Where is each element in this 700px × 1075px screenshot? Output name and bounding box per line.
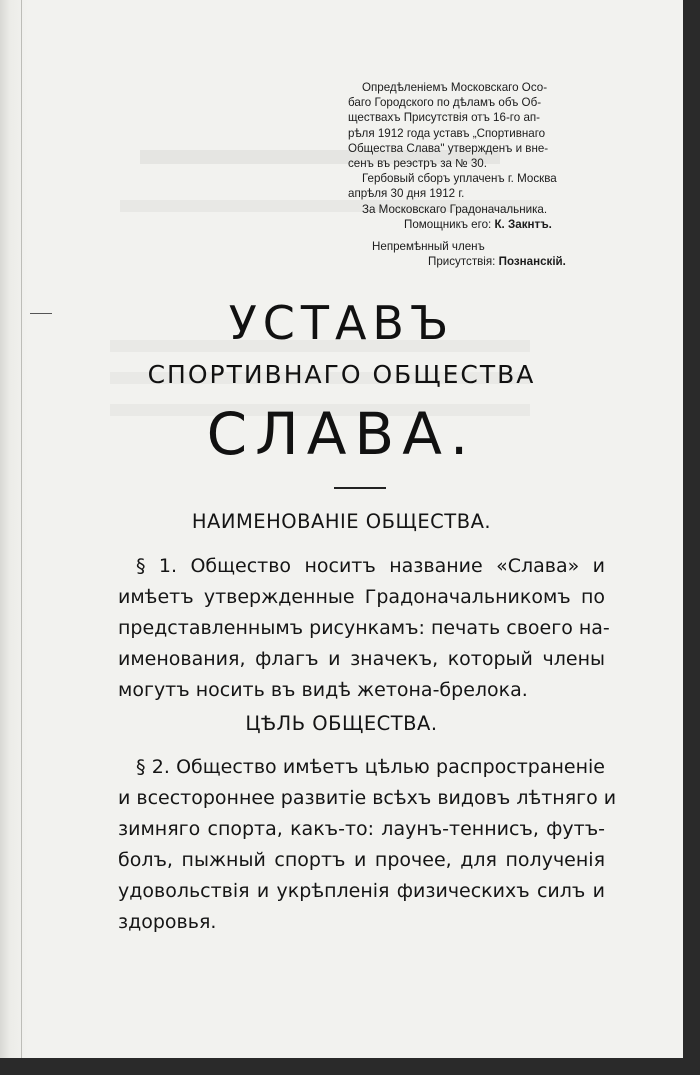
section-heading-purpose: ЦѢЛЬ ОБЩЕСТВА. bbox=[245, 712, 438, 735]
paragraph-1 bbox=[118, 551, 610, 706]
title-charter: УСТАВЪ bbox=[228, 296, 455, 350]
registration-note bbox=[348, 80, 618, 269]
fee-date-line: апрѣля 30 дня 1912 г. bbox=[348, 187, 465, 201]
section-heading-name: НАИМЕНОВАНІЕ ОБЩЕСТВА. bbox=[191, 510, 492, 533]
paragraph-line: § 2. Общество имѣетъ цѣлью распространеніе bbox=[136, 756, 605, 778]
fee-line: Гербовый сборъ уплаченъ г. Москва bbox=[362, 172, 557, 186]
paragraph-line: представленнымъ рисункамъ: печать своего на- bbox=[118, 617, 610, 639]
paragraph-line: могутъ носить въ видѣ жетона-брелока. bbox=[118, 679, 528, 701]
member-name: Познанскій. bbox=[498, 255, 566, 269]
paragraph-line: именования, флагъ и значекъ, который члены bbox=[118, 648, 605, 670]
paragraph-line: и всестороннее развитіе всѣхъ видовъ лѣтняго и bbox=[118, 787, 617, 809]
registration-line: Опредѣленіемъ Московскаго Осо- bbox=[362, 81, 548, 94]
paragraph-line: болъ, пыжный спортъ и прочее, для полученія bbox=[118, 849, 605, 871]
assistant-signature bbox=[348, 217, 618, 232]
assistant-name: К. Закнтъ. bbox=[494, 217, 552, 231]
member-label: Непремѣнный членъ bbox=[372, 240, 485, 254]
paragraph-line: имѣетъ утвержденные Градоначальникомъ по bbox=[118, 586, 605, 608]
registration-line: сенъ въ реэстръ за № 30. bbox=[348, 157, 487, 171]
registration-line: Общества Слава" утвержденъ и внe- bbox=[348, 141, 549, 155]
divider-rule bbox=[334, 487, 386, 489]
title-slava: СЛАВА. bbox=[206, 400, 477, 468]
assistant-label: Помощникъ его: bbox=[404, 217, 492, 231]
registration-line: ществахъ Присутствія отъ 16-го ап- bbox=[348, 111, 541, 125]
paragraph-line: зимняго спорта, какъ-то: лаунъ-теннисъ, футъ- bbox=[118, 818, 605, 840]
member-signature bbox=[348, 254, 618, 269]
member-label-2: Присутствія: bbox=[428, 255, 496, 269]
paragraph-line: здоровья. bbox=[118, 911, 217, 933]
title-society: СПОРТИВНАГО ОБЩЕСТВА bbox=[147, 360, 536, 389]
paragraph-line: § 1. Общество носитъ название «Слава» и bbox=[136, 555, 605, 577]
paragraph-2 bbox=[118, 752, 617, 938]
registration-line: рѣля 1912 года уставъ „Спортивнаго bbox=[348, 126, 546, 140]
registration-line: баго Городского по дѣламъ объ Об- bbox=[348, 96, 542, 110]
office-line: За Московскаго Градоначальника. bbox=[362, 202, 548, 216]
paragraph-line: удовольствія и укрѣпленія физическихъ силъ и bbox=[118, 880, 605, 902]
